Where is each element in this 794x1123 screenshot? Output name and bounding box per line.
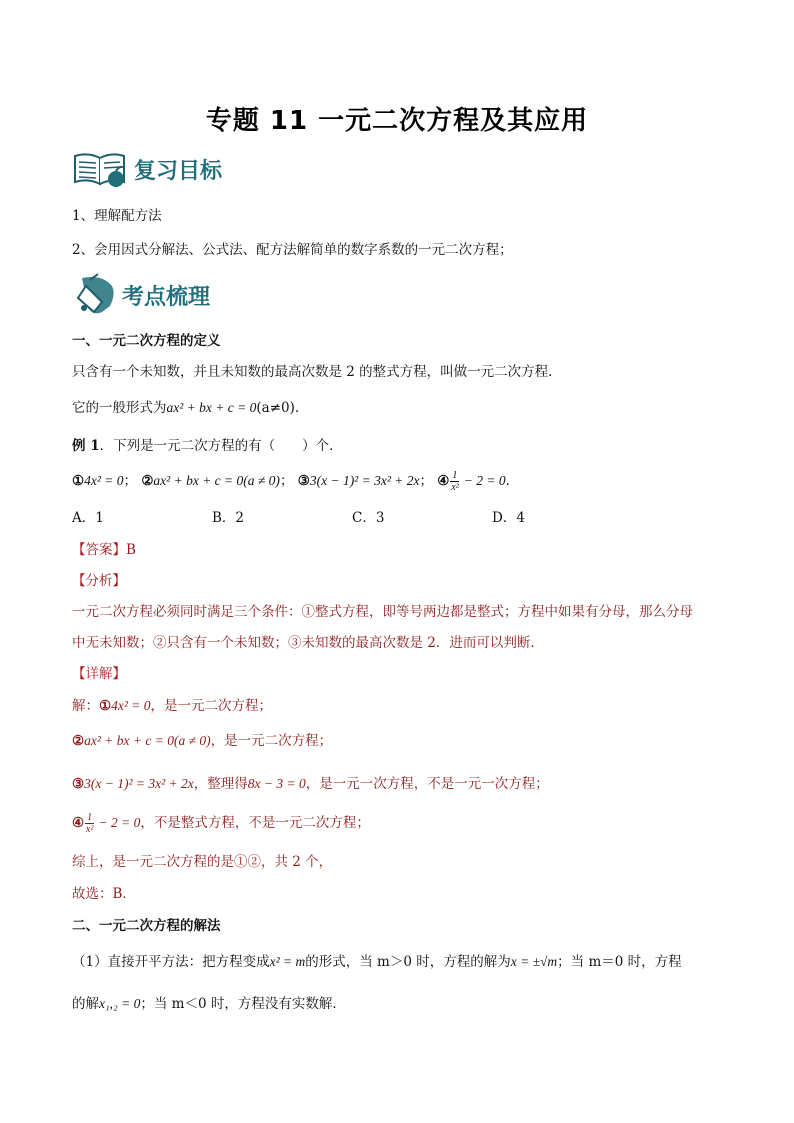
page-title: 专题 11 一元二次方程及其应用 bbox=[205, 106, 589, 136]
review-heading-label: 复习目标 bbox=[134, 157, 223, 184]
detail-3-tail: ，是一元一次方程，不是一元一次方程； bbox=[305, 776, 549, 792]
fraction-numerator: 1 bbox=[452, 470, 458, 481]
example-equations: ①4x² = 0； ②ax² + bx + c = 0(a ≠ 0)； ③3(x − 1)² = 3x² + 2x； ④ $\frac{1}{\text{x²}}$ − 2 = 0． bbox=[72, 470, 520, 493]
points-heading-label: 考点梳理 bbox=[122, 283, 211, 310]
option-b: B．2 bbox=[212, 510, 245, 526]
method-1-b: 的形式，当 m＞0 时，方程的解为 bbox=[305, 954, 511, 970]
option-c: C．3 bbox=[352, 510, 385, 526]
analysis-line-2: 中无未知数；②只含有一个未知数；③未知数的最高次数是 2．进而可以判断． bbox=[72, 635, 544, 651]
example-line bbox=[72, 436, 343, 456]
method-line-1 bbox=[72, 952, 682, 972]
review-heading bbox=[72, 148, 222, 190]
method-2-a: 的解 bbox=[72, 996, 99, 1012]
review-item-2: 2、会用因式分解法、公式法、配方法解简单的数字系数的一元二次方程； bbox=[72, 242, 513, 258]
eq-3: 3(x − 1)² = 3x² + 2x bbox=[309, 473, 420, 488]
detail-3-math2: 8x − 3 = 0 bbox=[247, 776, 306, 791]
circled-4: ④ bbox=[437, 473, 450, 489]
eq-4-tail: − 2 = 0 bbox=[460, 473, 506, 488]
summary-line: 综上，是一元二次方程的是①②，共 2 个， bbox=[72, 854, 333, 870]
detail-line-3 bbox=[72, 774, 549, 794]
method-1-math1: x² = m bbox=[269, 954, 306, 969]
detail-4-tail: ，不是整式方程，不是一元二次方程； bbox=[140, 815, 370, 831]
circled-2: ② bbox=[72, 733, 85, 749]
fraction-denominator: x² bbox=[451, 482, 459, 493]
detail-2-math: ax² + bx + c = 0(a ≠ 0) bbox=[84, 733, 211, 748]
bell-icon bbox=[72, 272, 118, 318]
analysis-tag: 【分析】 bbox=[72, 573, 126, 589]
detail-3-mid: ，整理得 bbox=[193, 776, 248, 792]
method-1-c: ；当 m＝0 时，方程 bbox=[557, 954, 682, 970]
section-1-title: 一、一元二次方程的定义 bbox=[72, 333, 221, 349]
options-row bbox=[72, 508, 632, 528]
method-2-b: ；当 m＜0 时，方程没有实数解． bbox=[140, 996, 346, 1012]
circled-3: ③ bbox=[297, 473, 310, 489]
eq-1: 4x² = 0 bbox=[84, 473, 124, 488]
fraction-denominator: x² bbox=[85, 824, 94, 835]
example-label: 例 1 bbox=[72, 438, 100, 454]
detail-tag: 【详解】 bbox=[72, 666, 126, 682]
general-form-suffix: (a≠0). bbox=[256, 400, 300, 416]
eq-2: ax² + bx + c = 0(a ≠ 0) bbox=[153, 473, 280, 488]
detail-line-1 bbox=[72, 696, 272, 716]
points-heading bbox=[72, 272, 210, 318]
circled-4: ④ bbox=[72, 815, 85, 831]
method-1-a: （1）直接开平方法：把方程变成 bbox=[72, 954, 270, 970]
circled-2: ② bbox=[141, 473, 154, 489]
detail-line-2 bbox=[72, 731, 332, 751]
general-form-prefix: 它的一般形式为 bbox=[72, 400, 167, 416]
method-line-2 bbox=[72, 994, 346, 1014]
circled-1: ① bbox=[72, 473, 85, 489]
choose-line: 故选：B． bbox=[72, 886, 136, 902]
detail-3-math: 3(x − 1)² = 3x² + 2x bbox=[84, 776, 194, 791]
definition-text: 只含有一个未知数，并且未知数的最高次数是 2 的整式方程，叫做一元二次方程． bbox=[72, 364, 562, 380]
option-d: D．4 bbox=[492, 510, 525, 526]
detail-1-prefix: 解： bbox=[72, 698, 99, 714]
example-text: ．下列是一元二次方程的有（ ）个． bbox=[99, 438, 343, 454]
option-a: A．1 bbox=[72, 510, 104, 526]
fraction bbox=[85, 812, 94, 835]
method-1-math2: x = ±√m bbox=[510, 954, 558, 969]
analysis-line-1: 一元二次方程必须同时满足三个条件：①整式方程，即等号两边都是整式；方程中如果有分母，那么分母 bbox=[72, 604, 693, 620]
detail-2-tail: ，是一元二次方程； bbox=[210, 733, 333, 749]
general-form-line bbox=[72, 398, 299, 418]
detail-4-math: − 2 = 0 bbox=[95, 815, 141, 830]
detail-1-math: 4x² = 0 bbox=[111, 698, 151, 713]
circled-1: ① bbox=[99, 698, 112, 714]
fraction bbox=[450, 470, 459, 493]
circled-3: ③ bbox=[72, 776, 85, 792]
answer-tag: 【答案】B bbox=[72, 542, 136, 558]
fraction-numerator: 1 bbox=[87, 812, 93, 823]
detail-1-tail: ，是一元二次方程； bbox=[150, 698, 273, 714]
review-item-1: 1、理解配方法 bbox=[72, 208, 162, 224]
general-form-math: ax² + bx + c = 0 bbox=[166, 400, 257, 415]
detail-line-4 bbox=[72, 812, 370, 835]
section-2-title: 二、一元二次方程的解法 bbox=[72, 918, 221, 934]
book-icon bbox=[72, 148, 130, 190]
method-2-math: x₁,₂ = 0 bbox=[99, 996, 141, 1011]
